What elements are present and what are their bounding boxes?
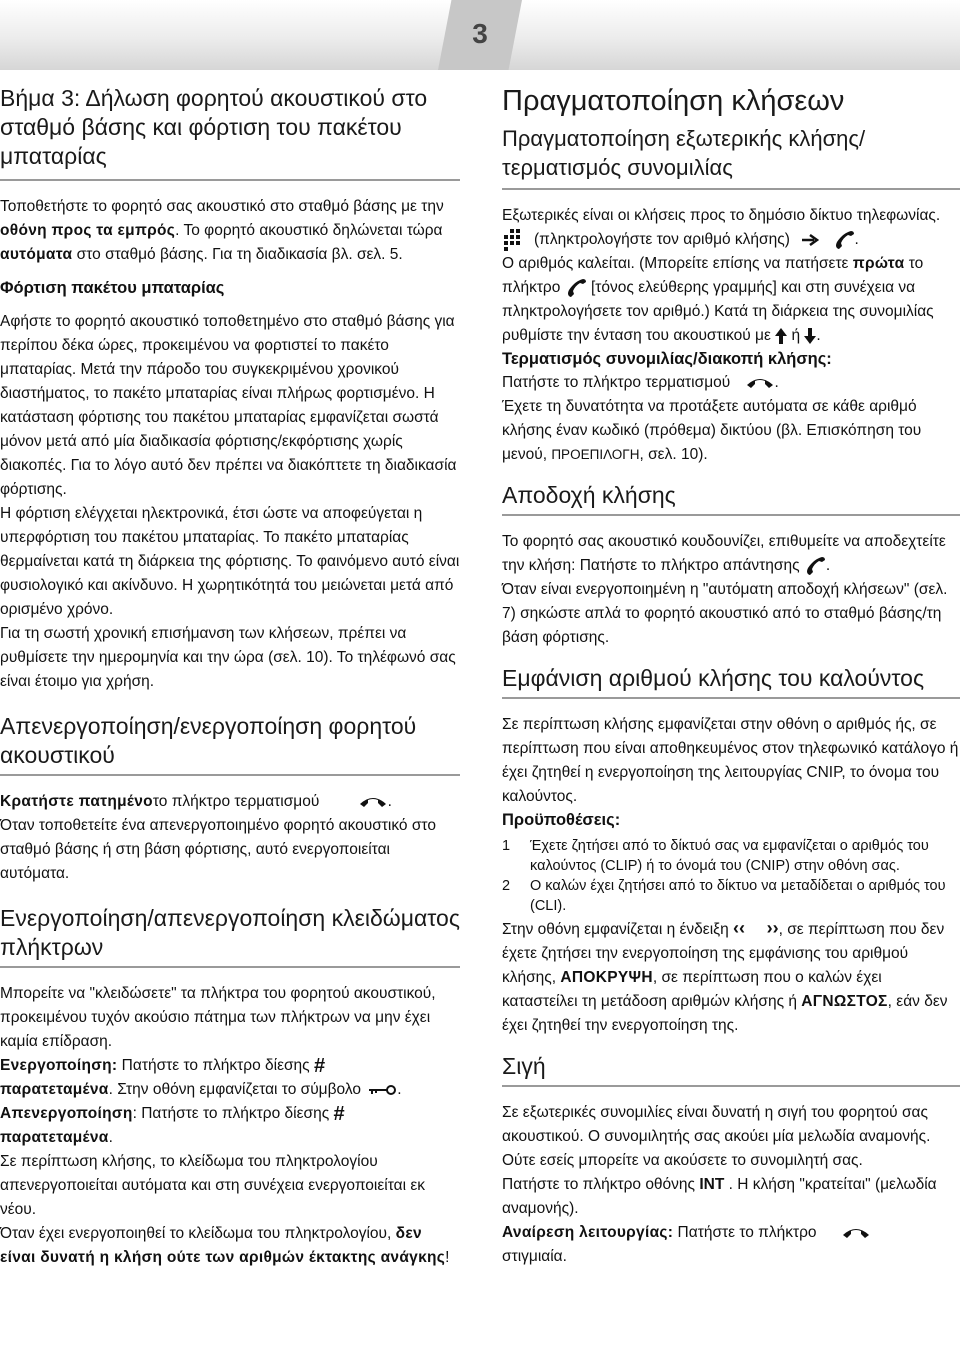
- end-call-key-icon: [841, 1225, 871, 1241]
- battery-paragraph-1: Αφήστε το φορητό ακουστικό τοποθετημένο στο σταθμό βάσης για περίπου δέκα ώρες, προκειμένου να φορτιστεί το πακέτο μπαταρίας. Μετά την πάροδο του συγκεκριμένου χρονικού διαστήματος, το πακέτο μπαταρίας είναι πλήρως φορτισμένο. Η κατάσταση φόρτισης του πακέτου μπαταρίας εμφανίζεται σωστά μόνον μετά από μία διαδικασία φόρτισης/εκφόρτισης χωρίς διακοπές. Για το λόγο αυτό δεν πρέπει να διακόπτετε τη διαδικασία φόρτισης.: [0, 313, 457, 498]
- prerequisites-label: Προϋποθέσεις:: [502, 811, 621, 829]
- divider: [0, 774, 460, 776]
- end-call-label: Τερματισμός συνομιλίας/διακοπή κλήσης:: [502, 350, 832, 368]
- prerequisites-list: [502, 836, 960, 916]
- volume-down-icon: [804, 328, 816, 344]
- keylock-intro: Μπορείτε να "κλειδώσετε" τα πλήκτρα του φορητού ακουστικού, προκειμένου τυχόν ακούσιο πάτημα των πλήκτρων να μην έχει καμία επίδραση.: [0, 985, 436, 1050]
- prefix-paragraph: Έχετε τη δυνατότητα να προτάξετε αυτόματα σε κάθε αριθμό κλήσης έναν κωδικό (πρόθεμα) δικτύου (βλ. Επισκόπηση του μενού, ΠΡΟΕΠΙΛΟΓΗ, σελ. 10).: [502, 398, 922, 463]
- caller-id-title: Εμφάνιση αριθμού κλήσης του καλούντος: [502, 665, 925, 691]
- divider: [502, 188, 960, 190]
- keylock-title: Ενεργοποίηση/απενεργοποίηση κλειδώματος πλήκτρων: [0, 905, 460, 960]
- end-call-key-icon: [358, 794, 388, 810]
- key-lock-icon: [367, 1083, 397, 1097]
- external-dial-line: (πληκτρολογήστε τον αριθμό κλήσης) .: [502, 228, 960, 252]
- list-item: 2 Ο καλών έχει ζητήσει από το δίκτυο να μεταδίδεται ο αριθμός του (CLI).: [502, 878, 946, 914]
- battery-charging-heading: Φόρτιση πακέτου μπαταρίας: [0, 279, 225, 297]
- end-call-line: Πατήστε το πλήκτρο τερματισμού .: [502, 374, 779, 391]
- hash-key-icon: #: [333, 1103, 345, 1126]
- hash-key-icon: #: [313, 1055, 326, 1077]
- end-call-key-icon: [745, 375, 775, 391]
- making-calls-title: Πραγματοποίηση κλήσεων: [502, 85, 845, 117]
- answer-call-title: Αποδοχή κλήσης: [502, 482, 676, 508]
- mute-int-paragraph: Πατήστε το πλήκτρο οθόνης INT . Η κλήση "κρατείται" (μελωδία αναμονής).: [502, 1176, 937, 1217]
- caller-id-paragraph: Σε περίπτωση κλήσης εμφανίζεται στην οθόνη ο αριθμός ής, σε περίπτωση που είναι αποθηκευμένος στον τηλεφωνικό κατάλογο ή έχει ζητηθεί η ενεργοποίηση της λειτουργίας CNIP, το όνομα του καλούντος.: [502, 716, 959, 805]
- right-column: [502, 84, 960, 1269]
- mute-title: Σιγή: [502, 1053, 546, 1079]
- keylock-call-paragraph: Σε περίπτωση κλήσης, το κλείδωμα του πληκτρολογίου απενεργοποιείται αυτόματα και στη συνέχεια ενεργοποιείται εκ νέου.: [0, 1153, 425, 1219]
- caller-id-display-paragraph: Στην οθόνη εμφανίζεται η ένδειξη ‹‹ ››, σε περίπτωση που δεν έχετε ζητήσει την ενεργοποίηση της εμφάνισης του αριθμού κλήσης, ΑΠΟΚΡΥΨΗ, σε περίπτωση που ο καλών έχει καταστείλει τη μετάδοση αριθμών κλήσης ή ΑΓΝΩΣΤΟΣ, εάν δεν έχει ζητηθεί την ενεργοποίηση της.: [502, 918, 948, 1034]
- keylock-activate: Ενεργοποίηση: Πατήστε το πλήκτρο δίεσης # παρατεταμένα. Στην οθόνη εμφανίζεται το σύμβολο .: [0, 1055, 402, 1099]
- step3-title: Βήμα 3: Δήλωση φορητού ακουστικού στο σταθμό βάσης και φόρτιση του πακέτου μπαταρίας: [0, 85, 428, 169]
- page-number: 3: [472, 18, 488, 49]
- talk-key-icon: [565, 278, 587, 298]
- list-item: 1 Έχετε ζητήσει από το δίκτυό σας να εμφανίζεται ο αριθμός του καλούντος (CLIP) ή το όνομά του (CNIP) στην οθόνη σας.: [502, 838, 929, 874]
- divider: [502, 1085, 960, 1087]
- talk-key-icon: [833, 230, 855, 250]
- answer-paragraph-2: Όταν είναι ενεργοποιημένη η "αυτόματη αποδοχή κλήσεων" (σελ. 7) σηκώστε απλά το φορητό ακουστικό από το σταθμό βάσης/τη βάση φόρτισης.: [502, 581, 948, 646]
- battery-paragraph-2: Η φόρτιση ελέγχεται ηλεκτρονικά, έτσι ώστε να αποφεύγεται η υπερφόρτιση του πακέτου μπαταρίας. Το πακέτο μπαταρίας θερμαίνεται κατά τη διάρκεια της φόρτισης. Το φαινόμενο αυτό είναι φυσιολογικό και ακίνδυνο. Η χωρητικότητά του μειώνεται μετά από ορισμένο χρόνο.: [0, 505, 460, 618]
- arrow-right-icon: [802, 234, 820, 246]
- talk-key-icon: [804, 556, 826, 576]
- battery-paragraph-3: Για τη σωστή χρονική επισήμανση των κλήσεων, πρέπει να ρυθμίσετε την ημερομηνία και την ώρα (σελ. 10). Το τηλέφωνό σας είναι έτοιμο για χρήση.: [0, 625, 456, 690]
- power-hold-paragraph: Κρατήστε πατημένοτο πλήκτρο τερματισμού .: [0, 793, 392, 810]
- keylock-deactivate: Απενεργοποίηση: Πατήστε το πλήκτρο δίεσης # παρατεταμένα.: [0, 1103, 345, 1147]
- divider: [502, 697, 960, 699]
- step3-paragraph: Τοποθετήστε το φορητό σας ακουστικό στο σταθμό βάσης με την οθόνη προς τα εμπρός. Το φορητό ακουστικό δηλώνεται τώρα αυτόματα στο σταθμό βάσης. Για τη διαδικασία βλ. σελ. 5.: [0, 198, 444, 263]
- keypad-icon: [502, 229, 524, 251]
- answer-paragraph-1: Το φορητό σας ακουστικό κουδουνίζει, επιθυμείτε να αποδεχτείτε την κλήση: Πατήστε το πλήκτρο απάντησης .: [502, 533, 946, 574]
- divider: [502, 514, 960, 516]
- power-onoff-title: Απενεργοποίηση/ενεργοποίηση φορητού ακουστικού: [0, 713, 417, 768]
- mute-paragraph: Σε εξωτερικές συνομιλίες είναι δυνατή η σιγή του φορητού σας ακουστικού. Ο συνομιλητής σας ακούει μία μελωδία αναμονής. Ούτε εσείς μπορείτε να ακούσετε το συνομιλητή σας.: [502, 1104, 931, 1169]
- external-call-title: Πραγματοποίηση εξωτερικής κλήσης/ τερματισμός συνομιλίας: [502, 126, 866, 180]
- volume-up-icon: [775, 328, 787, 344]
- external-dialing-paragraph: Ο αριθμός καλείται. (Μπορείτε επίσης να πατήσετε πρώτα το πλήκτρο [τόνος ελεύθερης γραμμής] και στη συνέχεια να πληκτρολογήσετε τον αριθμό.) Κατά τη διάρκεια της συνομιλίας ρυθμίστε την ένταση του ακουστικού με ή .: [502, 255, 934, 344]
- left-column: [0, 84, 460, 1270]
- external-intro: Εξωτερικές είναι οι κλήσεις προς το δημόσιο δίκτυο τηλεφωνίας.: [502, 207, 941, 224]
- divider: [0, 179, 460, 181]
- keylock-emergency-paragraph: Όταν έχει ενεργοποιηθεί το κλείδωμα του πληκτρολογίου, δεν είναι δυνατή η κλήση ούτε των αριθμών έκτακτης ανάγκης!: [0, 1225, 450, 1267]
- power-auto-paragraph: Όταν τοποθετείτε ένα απενεργοποιημένο φορητό ακουστικό στο σταθμό βάσης ή στη βάση φόρτισης, αυτό ενεργοποιείται αυτόματα.: [0, 817, 436, 882]
- mute-cancel-paragraph: Αναίρεση λειτουργίας: Πατήστε το πλήκτρο στιγμιαία.: [502, 1221, 960, 1269]
- divider: [0, 966, 460, 968]
